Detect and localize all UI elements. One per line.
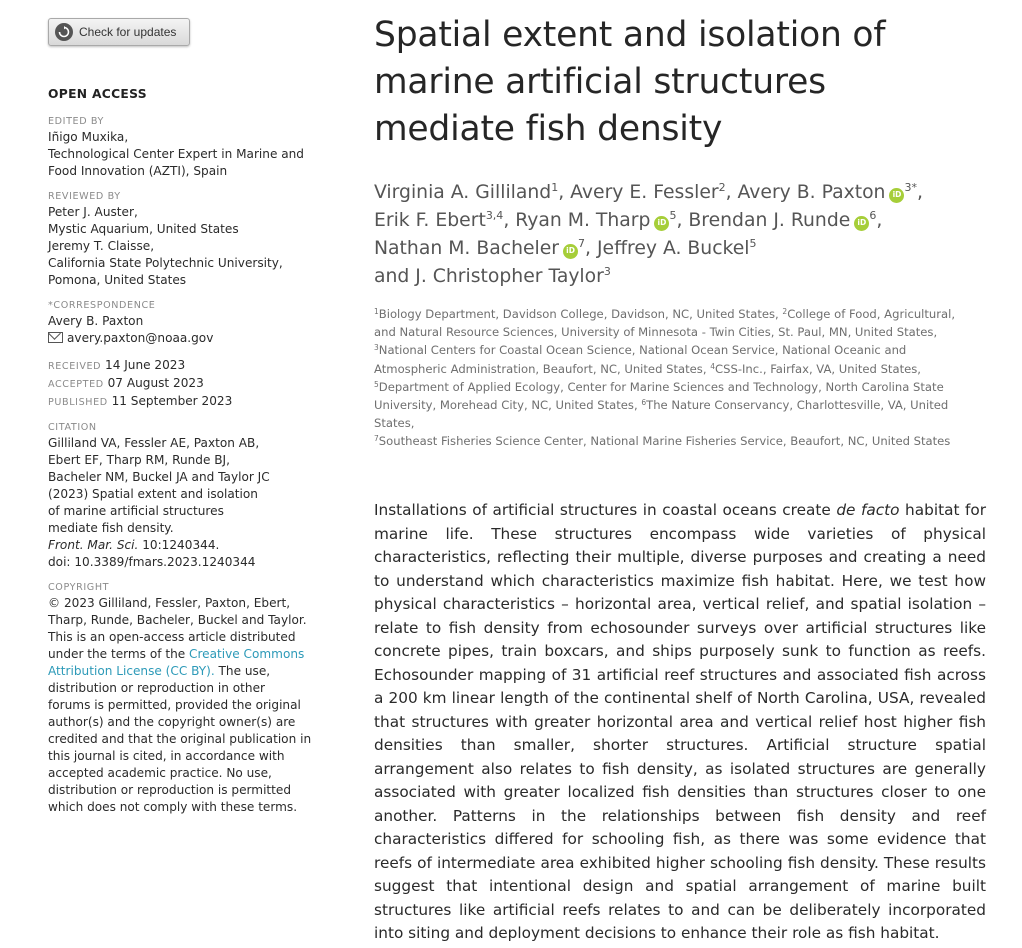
publication-dates <box>48 357 318 411</box>
affiliation-text: Biology Department, Davidson College, Davidson, NC, United States, <box>378 307 783 321</box>
affiliation-text: University, Morehead City, NC, United States, <box>374 398 642 413</box>
editor-line: Food Innovation (AZTI), Spain <box>48 164 228 178</box>
date-value: 11 September 2023 <box>111 394 233 408</box>
editor-info <box>48 129 318 180</box>
check-for-updates-label: Check for updates <box>79 25 177 39</box>
author-name[interactable]: , Brendan J. Runde <box>676 210 851 231</box>
correspondence-email[interactable]: avery.paxton@noaa.gov <box>67 331 214 345</box>
orcid-icon[interactable]: iD <box>889 188 904 203</box>
cc-by-link[interactable]: Attribution License (CC BY). <box>48 664 215 678</box>
affiliation-text: National Centers for Coastal Ocean Science, National Ocean Service, National Oceanic and <box>378 343 907 358</box>
citation-text <box>48 435 318 571</box>
citation-line: of marine artificial structures <box>48 504 224 518</box>
citation-volume: 10:1240344. <box>138 538 220 552</box>
author-line <box>374 235 986 263</box>
citation-journal: Front. Mar. Sci. <box>48 538 139 552</box>
copyright-text <box>48 595 318 816</box>
copyright-line: this journal is cited, in accordance with <box>48 749 285 763</box>
copyright-line: distribution or reproduction in other <box>48 681 265 695</box>
cc-license-link[interactable]: Creative Commons <box>189 647 305 661</box>
reviewer-line: Mystic Aquarium, United States <box>48 222 239 236</box>
date-received <box>48 357 318 375</box>
reviewer-line: Peter J. Auster, <box>48 205 138 219</box>
editor-line: Technological Center Expert in Marine and <box>48 147 304 161</box>
copyright-line: which does not comply with these terms. <box>48 800 298 814</box>
affiliation-sup: 3,4 <box>485 209 504 222</box>
affiliation-sup: 1 <box>551 181 559 194</box>
copyright-line: credited and that the original publication in <box>48 732 312 746</box>
reviewer-line: Jeremy T. Claisse, <box>48 239 155 253</box>
correspondent-name: Avery B. Paxton <box>48 314 144 328</box>
correspondence-email-row[interactable] <box>48 330 318 347</box>
citation-line: (2023) Spatial extent and isolation <box>48 487 258 501</box>
affiliation-line <box>374 305 986 323</box>
author-name[interactable]: , Avery B. Paxton <box>725 182 886 203</box>
author-line: Virginia A. Gilliland$^1$, Avery E. Fessler$^2$, Avery B. Paxton $iD^{3*}$, <box>374 181 923 203</box>
copyright-line: Tharp, Runde, Bacheler, Buckel and Taylor. <box>48 613 307 627</box>
affiliation-line <box>374 378 986 396</box>
citation-label: CITATION <box>48 422 97 433</box>
abstract-italic: de facto <box>836 501 900 519</box>
copyright-license-line-2 <box>48 663 318 680</box>
affiliation-text: Atmospheric Administration, Beaufort, NC, United States, <box>374 361 711 376</box>
article-title <box>374 12 986 153</box>
open-access-label: OPEN ACCESS <box>48 87 147 101</box>
editor-line: Iñigo Muxika, <box>48 130 129 144</box>
date-value: 07 August 2023 <box>107 376 204 390</box>
reviewer-line: California State Polytechnic University, <box>48 256 283 270</box>
affiliation-line <box>374 360 986 378</box>
author-list <box>374 179 986 291</box>
reviewed-by-label: REVIEWED BY <box>48 191 121 202</box>
edited-by-label: EDITED BY <box>48 116 104 127</box>
title-line: Spatial extent and isolation of <box>374 15 886 55</box>
citation-line: Gilliland VA, Fessler AE, Paxton AB, <box>48 436 260 450</box>
copyright-line: under the terms of the <box>48 647 190 661</box>
copyright-line: distribution or reproduction is permitted <box>48 783 292 797</box>
orcid-icon[interactable]: iD <box>654 216 669 231</box>
affiliations <box>374 305 986 451</box>
copyright-line: author(s) and the copyright owner(s) are <box>48 715 296 729</box>
correspondence-label: *CORRESPONDENCE <box>48 300 156 311</box>
author-line: Erik F. Ebert$^{3,4}$, Ryan M. Tharp $iD^5$, Brendan J. Runde $iD^6$, <box>374 209 883 231</box>
citation-line: mediate fish density. <box>48 521 174 535</box>
citation-journal-line <box>48 537 318 554</box>
affiliation-sup: 5 <box>749 237 757 250</box>
date-accepted <box>48 375 318 393</box>
citation-line: Ebert EF, Tharp RM, Runde BJ, <box>48 453 230 467</box>
orcid-icon[interactable]: iD <box>854 216 869 231</box>
affiliation-line: and Natural Resource Sciences, University of Minnesota - Twin Cities, St. Paul, MN, United States, <box>374 325 938 340</box>
citation-doi[interactable]: doi: 10.3389/fmars.2023.1240344 <box>48 555 256 569</box>
date-label: PUBLISHED <box>48 397 108 408</box>
author-name[interactable]: Virginia A. Gilliland <box>374 182 552 203</box>
author-name[interactable]: Nathan M. Bacheler <box>374 238 560 259</box>
article-header <box>374 12 986 451</box>
author-name[interactable]: Erik F. Ebert <box>374 210 486 231</box>
affiliation-line <box>374 432 986 450</box>
affiliation-sup: 7 <box>578 237 586 250</box>
reviewer-info <box>48 204 318 289</box>
affiliation-number: 4 <box>710 361 715 371</box>
refresh-badge-icon <box>55 23 73 41</box>
date-label: RECEIVED <box>48 361 102 372</box>
affiliation-number: 6 <box>641 398 647 408</box>
affiliation-number: 7 <box>374 434 379 444</box>
copyright-line: accepted academic practice. No use, <box>48 766 272 780</box>
affiliation-sup: 5 <box>669 209 677 222</box>
author-name[interactable]: , Ryan M. Tharp <box>503 210 651 231</box>
affiliation-number: 5 <box>374 379 379 389</box>
affiliation-number: 2 <box>782 307 788 316</box>
affiliation-text: Department of Applied Ecology, Center for Marine Sciences and Technology, North Carolina State <box>378 379 944 394</box>
citation-line: Bacheler NM, Buckel JA and Taylor JC <box>48 470 270 484</box>
affiliation-line <box>374 341 986 359</box>
affiliation-line <box>374 396 986 432</box>
copyright-license-line <box>48 646 318 663</box>
date-published <box>48 393 318 411</box>
copyright-label: COPYRIGHT <box>48 582 110 593</box>
affiliation-text: Southeast Fisheries Science Center, National Marine Fisheries Service, Beaufort, NC, United States <box>378 434 951 449</box>
orcid-icon[interactable]: iD <box>563 244 578 259</box>
affiliation-sup: 6 <box>869 209 877 222</box>
author-name[interactable]: , Avery E. Fessler <box>558 182 719 203</box>
abstract-text: habitat for marine life. These structures encompass wide varieties of physical characteristics, reflecting their multiple, diverse purposes and creating a need to understand which characteristics maximize fish habitat. Here, we test how physical characteristics – horizontal area, vertical relief, and spatial isolation – relate to fish density from echosounder surveys over artificial structures like concrete pipes, train boxcars, and ships purposely sunk to function as reefs. Echosounder mapping of 31 artificial reef structures and associated fish across a 200 km linear length of the continental shelf of North Carolina, USA, revealed that structures with greater horizontal area and vertical relief host higher fish densities than smaller, shorter structures. Artificial structure spatial arrangement also relates to fish density, as isolated structures are generally associated with greater localized fish densities than structures closer to one another. Patterns in the relationships between fish density and reef characteristics differed for schooling fish, as there was some evidence that reefs of intermediate area exhibited higher schooling fish density. These results suggest that intentional design and spatial arrangement of marine built structures like artificial reefs relates to and can be deliberately incorporated into siting and deployment decisions to enhance their role as fish habitat. <box>374 501 987 942</box>
affiliation-sup: 3* <box>904 181 917 194</box>
affiliation-text: College of Food, Agricultural, <box>787 307 956 321</box>
affiliation-text: The Nature Conservancy, Charlottesville, VA, United States, <box>374 398 949 431</box>
reviewer-line: Pomona, United States <box>48 273 187 287</box>
date-label: ACCEPTED <box>48 379 104 390</box>
title-line: marine artificial structures <box>374 62 826 102</box>
date-value: 14 June 2023 <box>105 358 186 372</box>
copyright-line: This is an open-access article distributed <box>48 630 296 644</box>
correspondence-info <box>48 313 318 347</box>
abstract-text: Installations of artificial structures in coastal oceans create <box>374 501 837 519</box>
affiliation-number: 1 <box>374 307 379 316</box>
affiliation-number: 3 <box>374 343 379 353</box>
author-name[interactable]: , Jeffrey A. Buckel <box>585 238 750 259</box>
author-name[interactable]: and J. Christopher Taylor <box>374 266 604 287</box>
abstract <box>374 499 986 946</box>
check-for-updates-button[interactable] <box>48 18 190 46</box>
copyright-line: © 2023 Gilliland, Fessler, Paxton, Ebert, <box>48 596 291 610</box>
copyright-line: The use, <box>214 664 271 678</box>
affiliation-sup: 2 <box>718 181 726 194</box>
title-line: mediate fish density <box>374 109 723 149</box>
author-line <box>374 263 986 291</box>
article-sidebar <box>48 18 318 816</box>
affiliation-text: CSS-Inc., Fairfax, VA, United States, <box>715 361 921 376</box>
affiliation-sup: 3 <box>603 265 611 278</box>
envelope-icon <box>48 332 63 343</box>
copyright-line: forums is permitted, provided the original <box>48 698 301 712</box>
